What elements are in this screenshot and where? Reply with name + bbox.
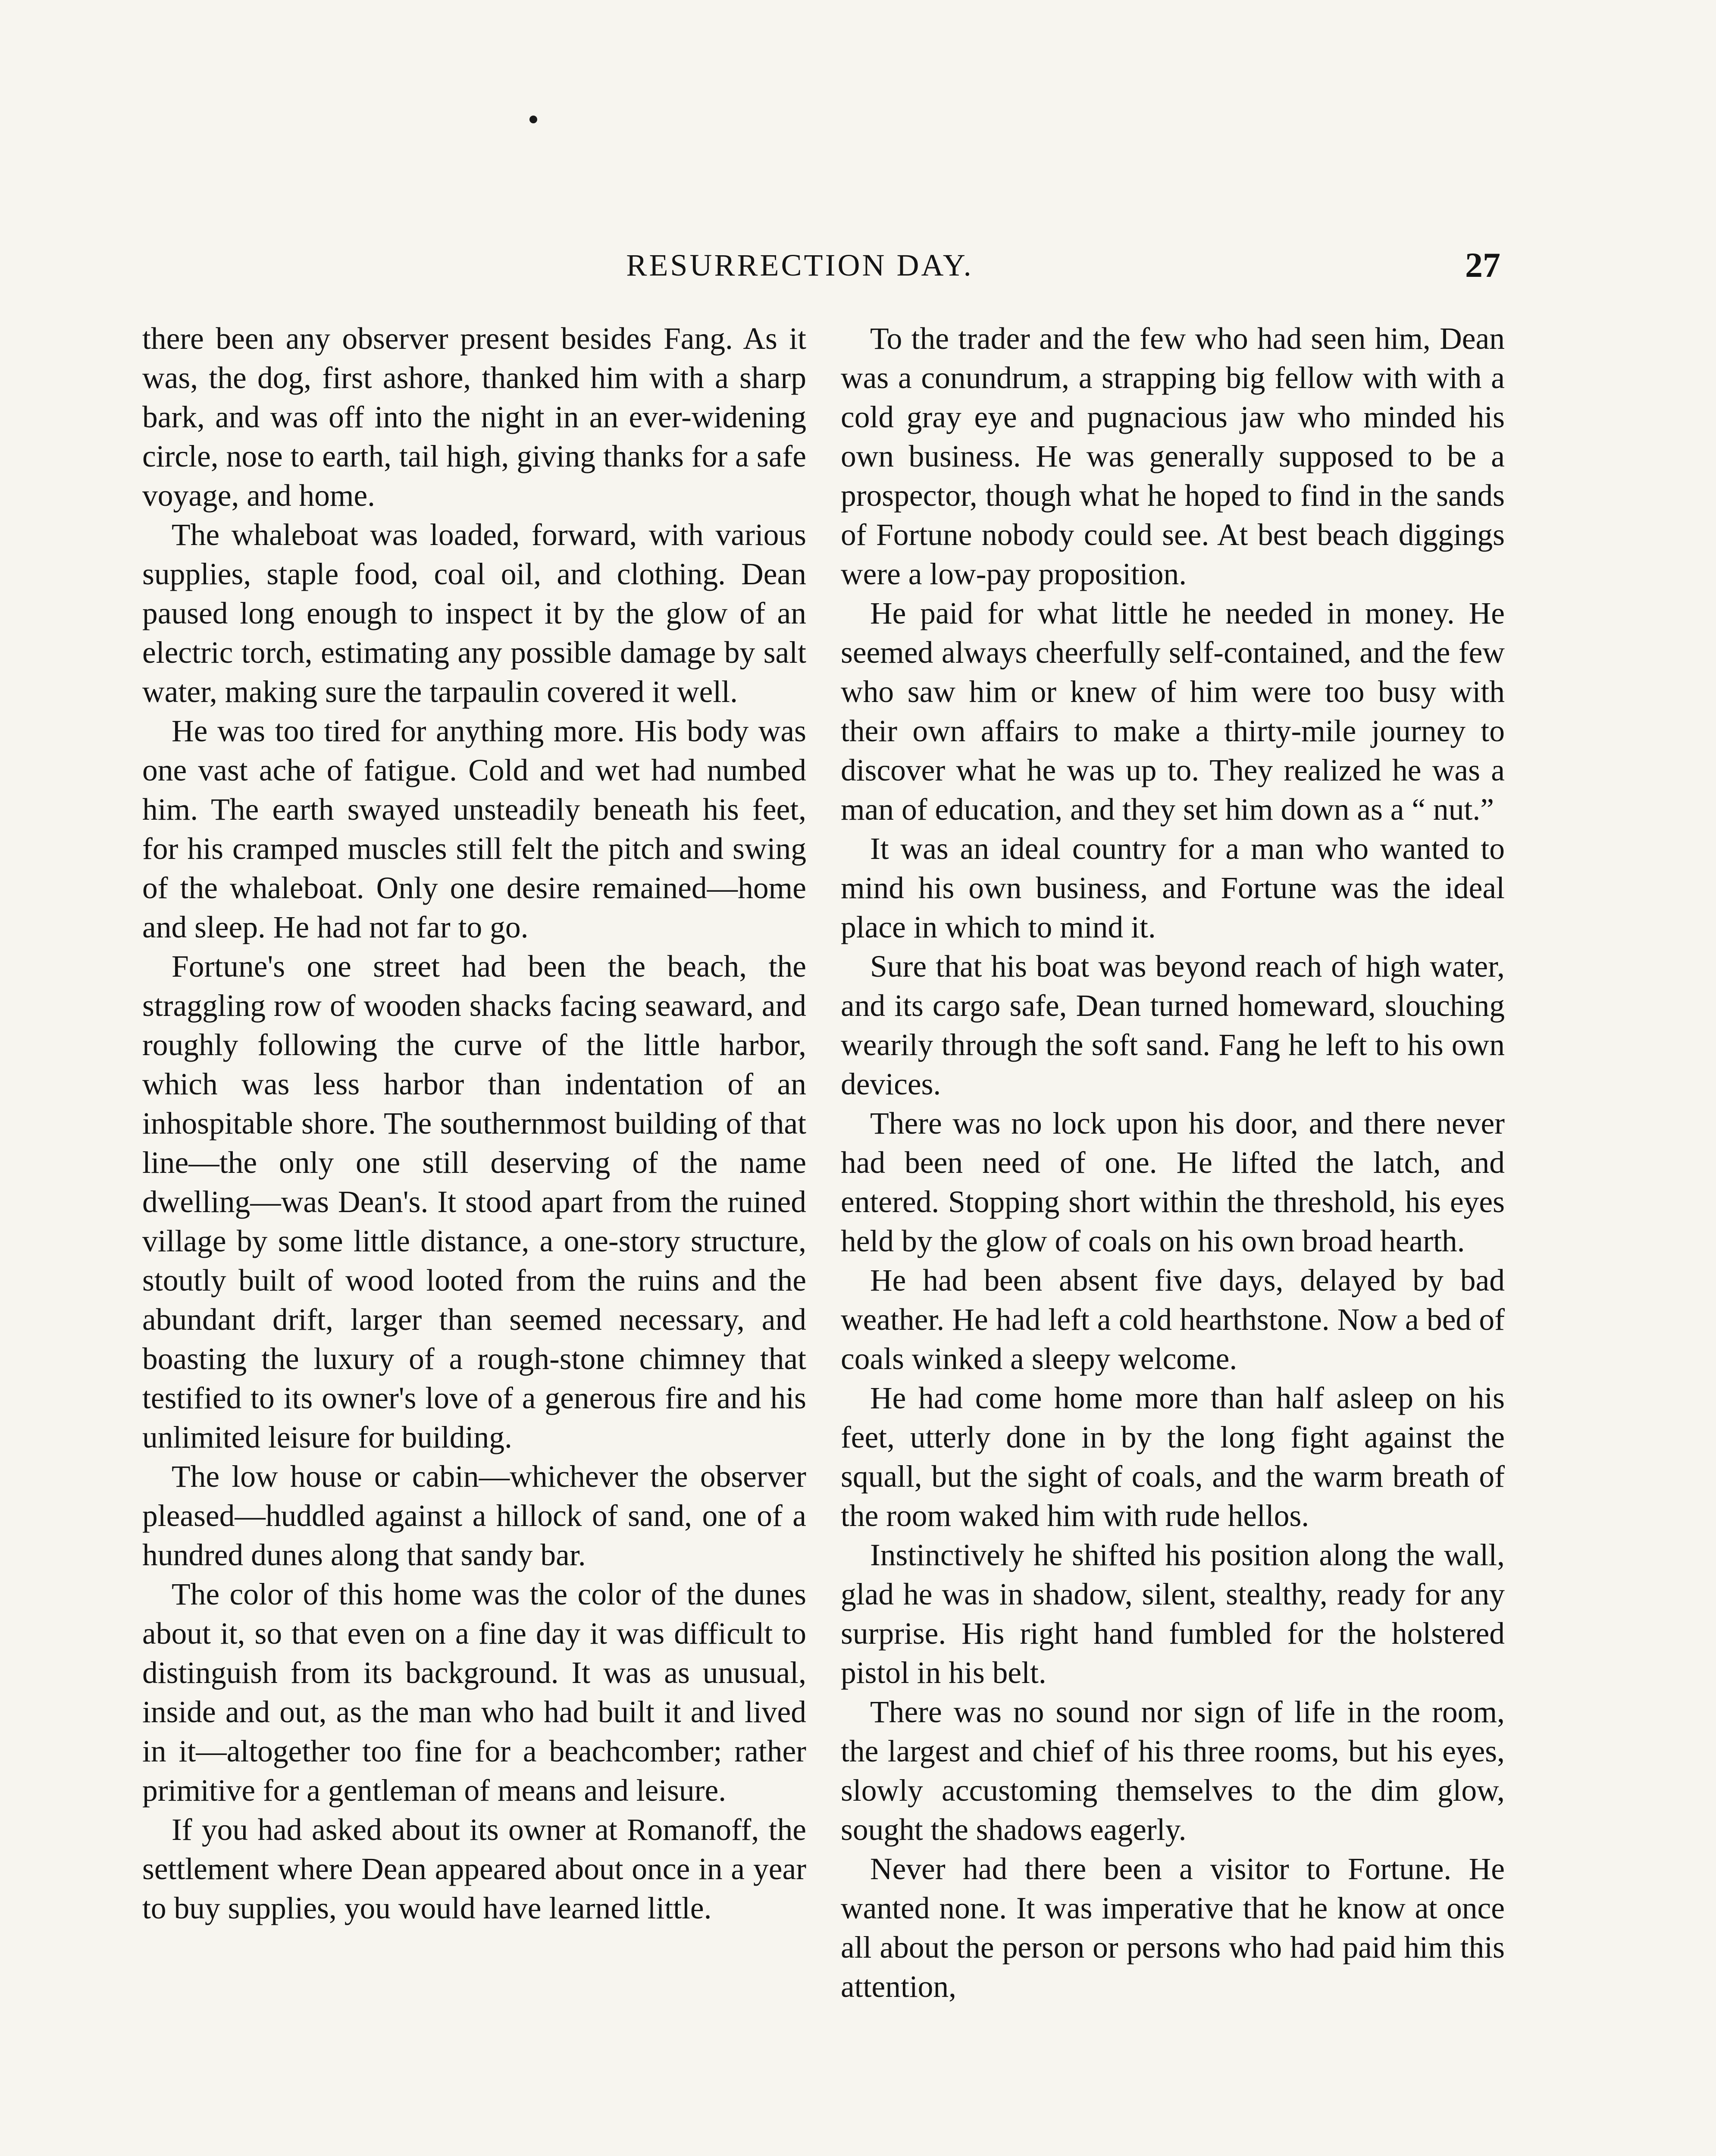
left-column [142,319,806,1928]
paragraph: Never had there been a visitor to Fortune. He wanted none. It was imperative that he know at once all about the person or persons who had paid him this attention, [841,1852,1505,2004]
paragraph: There was no lock upon his door, and there never had been need of one. He lifted the latch, and entered. Stopping short within the threshold, his eyes held by the glow of coals on his own broad hearth. [841,1106,1505,1258]
paragraph: Sure that his boat was beyond reach of high water, and its cargo safe, Dean turned homeward, slouching wearily through the soft sand. Fang he left to his own devices. [841,950,1505,1101]
right-column [841,319,1505,2006]
paragraph: There was no sound nor sign of life in the room, the largest and chief of his three rooms, but his eyes, slowly accustoming themselves to the dim glow, sought the shadows eagerly. [841,1695,1505,1847]
paragraph: If you had asked about its owner at Romanoff, the settlement where Dean appeared about once in a year to buy supplies, you would have learned little. [142,1813,806,1925]
page-number: 27 [1465,245,1500,285]
paragraph: The whaleboat was loaded, forward, with various supplies, staple food, coal oil, and clothing. Dean paused long enough to inspect it by the glow of an electric torch, estimating any possible damage by salt water, making sure the tarpaulin covered it well. [142,518,806,709]
paragraph: He paid for what little he needed in money. He seemed always cheerfully self-contained, and the few who saw him or knew of him were too busy with their own affairs to make a thirty-mile journey to discover what he was up to. They realized he was a man of education, and they set him down as a “ nut.” [841,596,1505,827]
paragraph: He had come home more than half asleep on his feet, utterly done in by the long fight against the squall, but the sight of coals, and the warm breath of the room waked him with rude hellos. [841,1381,1505,1533]
running-title: RESURRECTION DAY. [626,248,974,282]
ink-speck [529,116,537,123]
paragraph: It was an ideal country for a man who wanted to mind his own business, and Fortune was the ideal place in which to mind it. [841,832,1505,944]
paragraph: He was too tired for anything more. His body was one vast ache of fatigue. Cold and wet had numbed him. The earth swayed unsteadily beneath his feet, for his cramped muscles still felt the pitch and swing of the whaleboat. Only one desire remained—home and sleep. He had not far to go. [142,714,806,944]
paragraph: Fortune's one street had been the beach, the straggling row of wooden shacks facing seaward, and roughly following the curve of the little harbor, which was less harbor than indentation of an inhospitable shore. The southernmost building of that line—the only one still deserving of the name dwelling—was Dean's. It stood apart from the ruined village by some little distance, a one-story structure, stoutly built of wood looted from the ruins and the abundant drift, larger than seemed necessary, and boasting the luxury of a rough-stone chimney that testified to its owner's love of a generous fire and his unlimited leisure for building. [142,950,806,1454]
paragraph: The low house or cabin—whichever the observer pleased—huddled against a hillock of sand, one of a hundred dunes along that sandy bar. [142,1460,806,1572]
paragraph: He had been absent five days, delayed by bad weather. He had left a cold hearthstone. Now a bed of coals winked a sleepy welcome. [841,1263,1505,1376]
paragraph: To the trader and the few who had seen him, Dean was a conundrum, a strapping big fellow with with a cold gray eye and pugnacious jaw who minded his own business. He was generally supposed to be a prospector, though what he hoped to find in the sands of Fortune nobody could see. At best beach diggings were a low-pay proposition. [841,322,1505,591]
paragraph: Instinctively he shifted his position along the wall, glad he was in shadow, silent, stealthy, ready for any surprise. His right hand fumbled for the holstered pistol in his belt. [841,1538,1505,1690]
paragraph: there been any observer present besides Fang. As it was, the dog, first ashore, thanked him with a sharp bark, and was off into the night in an ever-widening circle, nose to earth, tail high, giving thanks for a safe voyage, and home. [142,322,806,513]
paragraph: The color of this home was the color of the dunes about it, so that even on a fine day it was difficult to distinguish from its background. It was as unusual, inside and out, as the man who had built it and lived in it—altogether too fine for a beachcomber; rather primitive for a gentleman of means and leisure. [142,1577,806,1808]
page-header [0,244,1716,291]
